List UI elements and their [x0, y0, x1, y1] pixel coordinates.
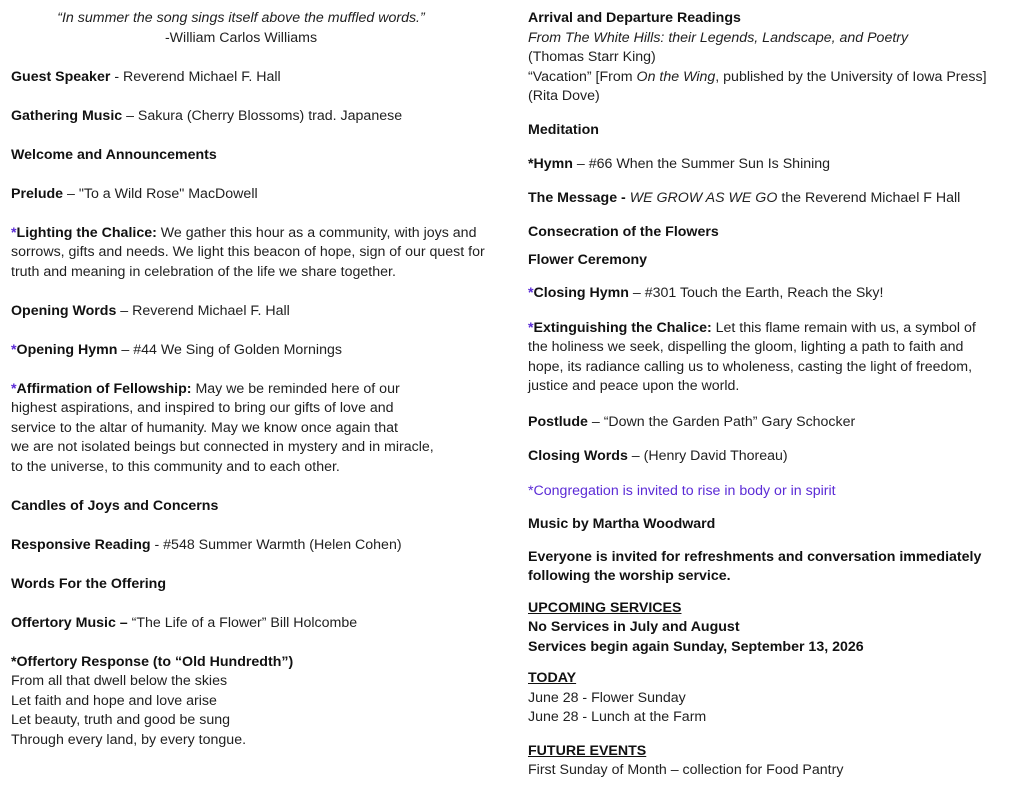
candles-joys-concerns: Candles of Joys and Concerns: [11, 497, 219, 514]
meditation: Meditation: [528, 121, 599, 138]
future-events-heading: FUTURE EVENTS: [528, 742, 647, 759]
future-events: FUTURE EVENTS First Sunday of Month – collection for Food Pantry: [528, 742, 1008, 781]
today-heading: TODAY: [528, 670, 577, 686]
today-section: TODAY June 28 - Flower Sunday June 28 - Lunch at the Farm: [528, 669, 1008, 728]
guest-speaker: Guest Speaker - Reverend Michael F. Hall: [11, 68, 281, 85]
flower-ceremony: Flower Ceremony: [528, 251, 648, 268]
gathering-music: Gathering Music – Sakura (Cherry Blossoms) trad. Japanese: [11, 107, 403, 124]
congregation-note: *Congregation is invited to rise in body or in spirit: [528, 482, 836, 499]
closing-words: Closing Words – (Henry David Thoreau): [528, 448, 788, 464]
prelude: Prelude – "To a Wild Rose" MacDowell: [11, 185, 258, 202]
words-for-offering: Words For the Offering: [11, 575, 167, 592]
offertory-music: Offertory Music – “The Life of a Flower” Bill Holcombe: [11, 614, 358, 631]
epigraph-author: -William Carlos Williams: [164, 29, 318, 46]
consecration-of-flowers: Consecration of the Flowers: [528, 224, 719, 240]
upcoming-services-heading: UPCOMING SERVICES: [528, 599, 682, 616]
left-column: [11, 9, 501, 750]
upcoming-services: UPCOMING SERVICES No Services in July and August Services begin again Sunday, September 13, 2026: [528, 599, 1008, 658]
welcome-announcements: Welcome and Announcements: [11, 146, 217, 163]
epigraph-text: “In summer the song sings itself above the muffled words.”: [57, 10, 425, 26]
arrival-departure-readings: Arrival and Departure Readings From The White Hills: their Legends, Landscape, and Poetry (Thomas Starr King) “Vacation” [From On the Wing, published by the University of Iowa Press] (Rita Dove): [528, 10, 987, 104]
postlude: Postlude – “Down the Garden Path” Gary Schocker: [528, 413, 856, 430]
extinguishing-the-chalice: *Extinguishing the Chalice: Let this flame remain with us, a symbol of the holiness we seek, dispelling the gloom, lighting a path to faith and hope, its radiance calling us to wholeness, casting the light of freedom, justice and peace upon the world.: [528, 319, 976, 394]
lighting-the-chalice: *Lighting the Chalice: We gather this hour as a community, with joys and sorrows, gifts and needs. We light this beacon of hope, sign of our quest for truth and meaning in celebration of the life we share together.: [11, 224, 485, 280]
affirmation-of-fellowship: *Affirmation of Fellowship: May we be reminded here of our highest aspirations, and inspired to bring our gifts of love and service to the altar of humanity. May we know once again that we are not isolated beings but connected in mystery and in miracle, to the universe, to this community and to each other.: [11, 380, 434, 475]
opening-hymn: *Opening Hymn – #44 We Sing of Golden Mornings: [11, 341, 342, 358]
responsive-reading: Responsive Reading - #548 Summer Warmth (Helen Cohen): [11, 536, 402, 553]
offertory-response: *Offertory Response (to “Old Hundredth”) From all that dwell below the skies Let faith and hope and love arise Let beauty, truth and good be sung Through every land, by every tongue.: [11, 653, 294, 748]
the-message: The Message - WE GROW AS WE GO the Reverend Michael F Hall: [528, 189, 961, 206]
hymn: *Hymn – #66 When the Summer Sun Is Shining: [528, 156, 831, 172]
music-by: Music by Martha Woodward: [528, 516, 716, 532]
opening-words: Opening Words – Reverend Michael F. Hall: [11, 302, 290, 319]
closing-hymn: *Closing Hymn – #301 Touch the Earth, Reach the Sky!: [528, 285, 884, 301]
epigraph: [11, 9, 471, 48]
right-column: [528, 9, 1008, 781]
refreshments-note: Everyone is invited for refreshments and conversation immediately following the worship service.: [528, 548, 982, 584]
